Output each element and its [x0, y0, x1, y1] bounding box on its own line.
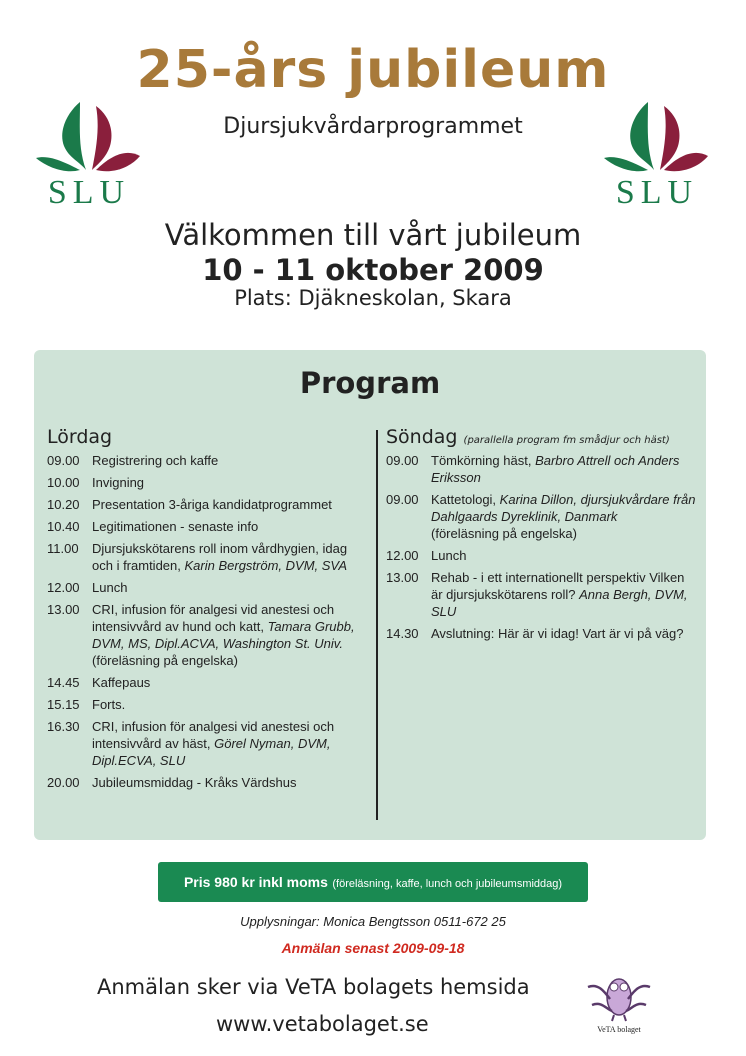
column-divider [376, 430, 378, 820]
schedule-description [92, 579, 367, 596]
slu-leaf-icon [602, 100, 712, 175]
schedule-desc-text: Avslutning: Här är vi idag! Vart är vi på väg? [431, 626, 684, 641]
schedule-desc-text: Jubileumsmiddag - Kråks Värdshus [92, 775, 297, 790]
schedule-time: 20.00 [47, 775, 80, 790]
schedule-desc-text: Lunch [92, 580, 128, 595]
saturday-column [47, 426, 367, 796]
schedule-desc-text: Presentation 3-åriga kandidatprogrammet [92, 497, 332, 512]
contact-info: Upplysningar: Monica Bengtsson 0511-672 25 [240, 914, 506, 929]
schedule-item [47, 696, 367, 713]
schedule-item [47, 452, 367, 469]
schedule-item [47, 601, 367, 669]
schedule-desc-text: CRI, infusion för analgesi vid anestesi och intensivvård av häst, [92, 719, 335, 751]
schedule-speaker: Anna Bergh, DVM, SLU [431, 587, 688, 619]
veta-logo [584, 965, 654, 1040]
veta-owl-icon [584, 965, 654, 1023]
schedule-item [47, 474, 367, 491]
schedule-item [47, 774, 367, 791]
schedule-desc-text: Djursjukskötarens roll inom vårdhygien, idag och i framtiden, [92, 541, 348, 573]
schedule-item [47, 540, 367, 574]
schedule-note: (föreläsning på engelska) [431, 526, 577, 541]
slu-leaf-icon [34, 100, 144, 175]
schedule-description [92, 696, 367, 713]
schedule-item [47, 496, 367, 513]
schedule-item [47, 518, 367, 535]
schedule-note: (föreläsning på engelska) [92, 653, 238, 668]
schedule-item [47, 718, 367, 769]
program-panel [34, 350, 706, 840]
schedule-time: 10.00 [47, 475, 80, 490]
schedule-desc-text: Tömkörning häst, [431, 453, 532, 468]
schedule-time: 09.00 [386, 453, 419, 468]
schedule-description [92, 496, 367, 513]
program-title: Program [299, 366, 441, 400]
slu-logo-right [602, 100, 712, 215]
schedule-time: 10.20 [47, 497, 80, 512]
sunday-day: Söndag [386, 426, 458, 448]
schedule-desc-text: Legitimationen - senaste info [92, 519, 259, 534]
schedule-time: 11.00 [47, 541, 79, 556]
slu-logo-text: SLU [47, 174, 131, 211]
schedule-item [386, 452, 698, 486]
registration-deadline: Anmälan senast 2009-09-18 [281, 940, 465, 956]
schedule-desc-text: Kattetologi, [431, 492, 497, 507]
website-link[interactable]: www.vetabolaget.se [216, 1012, 429, 1036]
schedule-time: 10.40 [47, 519, 80, 534]
saturday-schedule [47, 452, 367, 791]
schedule-item [386, 547, 698, 564]
schedule-speaker: Karina Dillon, djursjukvårdare från Dahlgaards Dyreklinik, Danmark [431, 492, 696, 524]
schedule-description [431, 625, 698, 642]
schedule-description [431, 547, 698, 564]
schedule-description [431, 452, 698, 486]
slu-logo-left [34, 100, 144, 215]
event-dates: 10 - 11 oktober 2009 [202, 253, 544, 287]
schedule-desc-text: CRI, infusion för analgesi vid anestesi och intensivvård av hund och katt, [92, 602, 335, 634]
schedule-description [431, 491, 698, 542]
program-subtitle: Djursjukvårdarprogrammet [223, 114, 523, 139]
welcome-heading: Välkommen till vårt jubileum [164, 218, 582, 252]
schedule-description [92, 540, 367, 574]
schedule-description [92, 601, 367, 669]
schedule-description [92, 774, 367, 791]
price-main: Pris 980 kr inkl moms [183, 874, 328, 890]
schedule-speaker: Görel Nyman, DVM, Dipl.ECVA, SLU [92, 736, 331, 768]
schedule-description [92, 474, 367, 491]
schedule-time: 12.00 [386, 548, 419, 563]
sunday-heading [386, 426, 698, 448]
schedule-desc-text: Registrering och kaffe [92, 453, 219, 468]
schedule-item [386, 491, 698, 542]
schedule-description [92, 518, 367, 535]
signup-text: Anmälan sker via VeTA bolagets hemsida [97, 975, 530, 999]
schedule-time: 09.00 [386, 492, 419, 507]
schedule-desc-text: Lunch [431, 548, 467, 563]
schedule-time: 14.30 [386, 626, 419, 641]
schedule-speaker: Tamara Grubb, DVM, MS, Dipl.ACVA, Washington St. Univ. [92, 619, 355, 651]
schedule-time: 13.00 [47, 602, 80, 617]
price-banner [158, 862, 588, 902]
slu-logo-text: SLU [615, 174, 699, 211]
page-title: 25-års jubileum [136, 40, 610, 100]
sunday-note: (parallella program fm smådjur och häst) [463, 435, 670, 446]
schedule-item [386, 625, 698, 642]
price-detail: (föreläsning, kaffe, lunch och jubileumsmiddag) [332, 878, 563, 890]
schedule-time: 09.00 [47, 453, 80, 468]
schedule-time: 13.00 [386, 570, 419, 585]
schedule-description [92, 452, 367, 469]
schedule-time: 15.15 [47, 697, 80, 712]
veta-logo-text: VeTA bolaget [597, 1025, 641, 1034]
schedule-item [386, 569, 698, 620]
schedule-item [47, 579, 367, 596]
event-place: Plats: Djäkneskolan, Skara [234, 286, 512, 310]
schedule-desc-text: Invigning [92, 475, 145, 490]
schedule-desc-text: Rehab - i ett internationellt perspektiv Vilken är djursjukskötarens roll? [431, 570, 685, 602]
schedule-desc-text: Forts. [92, 697, 126, 712]
schedule-description [92, 718, 367, 769]
schedule-desc-text: Kaffepaus [92, 675, 151, 690]
schedule-time: 16.30 [47, 719, 80, 734]
sunday-column [386, 426, 698, 647]
sunday-schedule [386, 452, 698, 642]
schedule-item [47, 674, 367, 691]
schedule-speaker: Barbro Attrell och Anders Eriksson [431, 453, 680, 485]
schedule-time: 12.00 [47, 580, 80, 595]
schedule-description [92, 674, 367, 691]
schedule-speaker: Karin Bergström, DVM, SVA [184, 558, 348, 573]
schedule-time: 14.45 [47, 675, 80, 690]
saturday-heading: Lördag [47, 426, 113, 448]
schedule-description [431, 569, 698, 620]
